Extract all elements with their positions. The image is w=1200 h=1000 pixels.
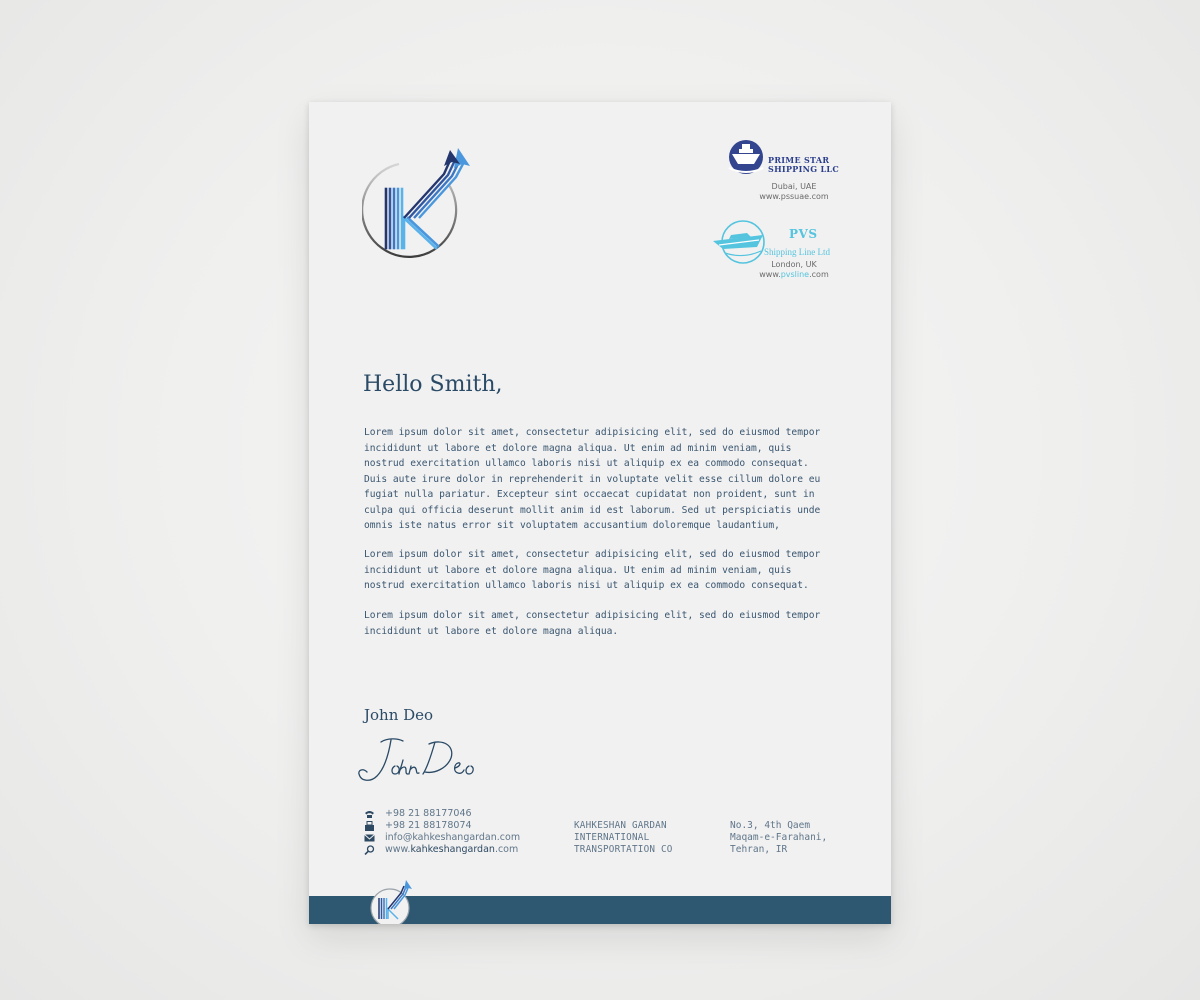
contact-email-row: info@kahkeshangardan.com xyxy=(364,832,554,844)
company-name: KAHKESHAN GARDAN INTERNATIONAL TRANSPORTATION CO xyxy=(574,820,673,855)
partner-2-website[interactable]: www.pvsline.com xyxy=(759,270,829,279)
partner-2-city: London, UK xyxy=(771,260,817,269)
mail-icon xyxy=(364,833,375,843)
pvs-ship-logo-icon xyxy=(713,219,768,265)
phone-icon xyxy=(364,809,375,819)
signer-name: John Deo xyxy=(364,706,434,724)
contact-block xyxy=(364,808,554,856)
letterhead-page xyxy=(309,102,891,924)
body-paragraph-3: Lorem ipsum dolor sit amet, consectetur adipisicing elit, sed do eiusmod tempor incididunt ut labore et dolore magna aliqua. xyxy=(364,610,821,637)
contact-fax-row: +98 21 88178074 xyxy=(364,820,554,832)
body-paragraph-2: Lorem ipsum dolor sit amet, consectetur adipisicing elit, sed do eiusmod tempor incididunt ut labore et dolore magna aliqua. Ut enim ad minim veniam, quis nostrud exercitation ullamco laboris nisi ut aliquip ex ea commodo consequat. xyxy=(364,549,821,591)
partner-1-city: Dubai, UAE xyxy=(771,182,817,191)
partner-2-abbr: PVS xyxy=(789,227,818,241)
fax-icon xyxy=(364,821,375,831)
globe-search-icon xyxy=(364,845,375,855)
greeting: Hello Smith, xyxy=(363,372,503,397)
partner-1-website[interactable]: www.pssuae.com xyxy=(759,192,829,201)
contact-website-row: www.kahkeshangardan.com xyxy=(364,844,554,856)
partner-2-name: Shipping Line Ltd xyxy=(764,247,830,257)
body-paragraph-1: Lorem ipsum dolor sit amet, consectetur adipisicing elit, sed do eiusmod tempor incididunt ut labore et dolore magna aliqua. Ut enim ad minim veniam, quis nostrud exercitation ullamco laboris nisi ut aliquip ex ea commodo consequat. Duis aute irure dolor in reprehenderit in voluptate velit esse cillum dolore eu fugiat nulla pariatur. Excepteur sint occaecat cupidatat non proident, sunt in culpa qui officia deserunt mollit anim id est laborum. Sed ut perspiciatis unde omnis iste natus error sit voluptatem accusantium doloremque laudantium, xyxy=(364,427,821,531)
company-logo xyxy=(362,144,472,272)
footer-logo xyxy=(364,873,420,924)
contact-phone-row: +98 21 88177046 xyxy=(364,808,554,820)
company-address: No.3, 4th Qaem Maqam-e-Farahani, Tehran, IR xyxy=(730,820,828,855)
handwritten-signature xyxy=(351,732,481,787)
partner-1-name: PRIME STAR SHIPPING LLC xyxy=(768,155,839,174)
